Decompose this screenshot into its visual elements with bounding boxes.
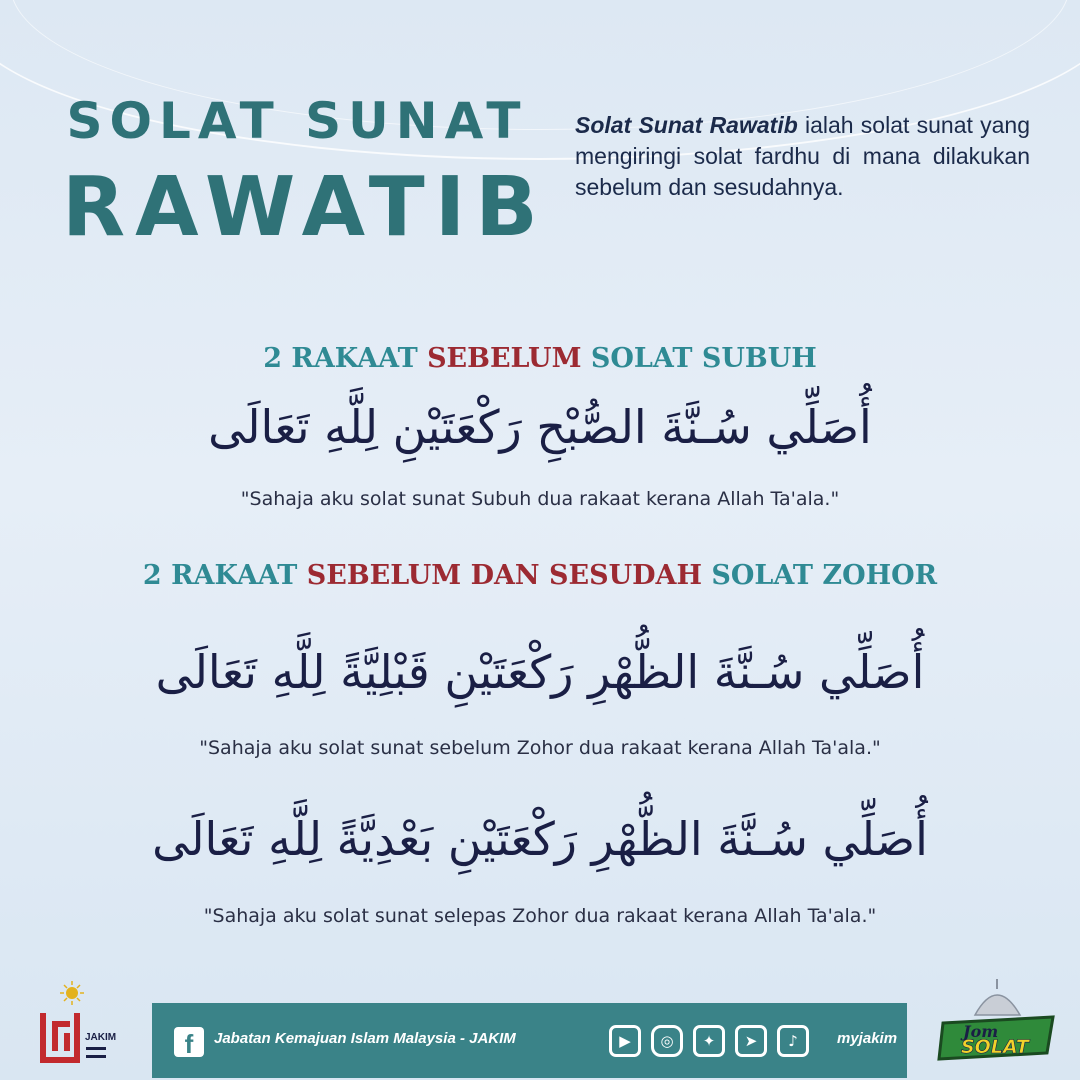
intro-text bbox=[575, 110, 1030, 203]
svg-text:Jom: Jom bbox=[963, 1022, 999, 1041]
heading-red: SEBELUM DAN SESUDAH bbox=[306, 560, 703, 591]
section-heading-subuh bbox=[0, 343, 1080, 374]
arabic-niat-subuh: أُصَلِّي سُـنَّةَ الصُّبْحِ رَكْعَتَيْنِ لِلَّهِ تَعَالَى bbox=[208, 400, 872, 454]
heading-pre: 2 RAKAAT bbox=[263, 343, 428, 374]
footer-bar bbox=[152, 1003, 907, 1078]
heading-post: SOLAT ZOHOR bbox=[702, 560, 938, 591]
heading-pre: 2 RAKAAT bbox=[142, 560, 307, 591]
section-heading-zohor bbox=[0, 560, 1080, 591]
translation-zohor-after: "Sahaja aku solat sunat selepas Zohor dua rakaat kerana Allah Ta'ala." bbox=[203, 905, 877, 927]
title-line-1: SOLAT SUNAT bbox=[66, 92, 528, 150]
facebook-icon[interactable]: f bbox=[174, 1027, 204, 1057]
intro-term: Solat Sunat Rawatib bbox=[575, 112, 798, 138]
instagram-icon[interactable]: ◎ bbox=[651, 1025, 683, 1057]
translation-subuh: "Sahaja aku solat sunat Subuh dua rakaat kerana Allah Ta'ala." bbox=[240, 488, 840, 510]
telegram-icon[interactable]: ➤ bbox=[735, 1025, 767, 1057]
intro-rest: ialah solat sunat yang mengiringi solat fardhu di mana dilakukan sebelum dan sesudahnya. bbox=[575, 112, 1030, 200]
arabic-niat-zohor-before: أُصَلِّي سُـنَّةَ الظُّهْرِ رَكْعَتَيْنِ قَبْلِيَّةً لِلَّهِ تَعَالَى bbox=[155, 645, 925, 699]
youtube-icon[interactable]: ▶ bbox=[609, 1025, 641, 1057]
title-line-2: RAWATIB bbox=[62, 160, 548, 255]
heading-post: SOLAT SUBUH bbox=[581, 343, 817, 374]
jom-solat-logo bbox=[935, 975, 1060, 1075]
tiktok-icon[interactable]: ♪ bbox=[777, 1025, 809, 1057]
arabic-niat-zohor-after: أُصَلِّي سُـنَّةَ الظُّهْرِ رَكْعَتَيْنِ بَعْدِيَّةً لِلَّهِ تَعَالَى bbox=[152, 812, 928, 866]
translation-zohor-before: "Sahaja aku solat sunat sebelum Zohor dua rakaat kerana Allah Ta'ala." bbox=[199, 737, 881, 759]
facebook-page-name[interactable]: Jabatan Kemajuan Islam Malaysia - JAKIM bbox=[214, 1030, 516, 1047]
heading-red: SEBELUM bbox=[427, 343, 582, 374]
social-handle[interactable]: myjakim bbox=[837, 1030, 898, 1047]
jakim-logo bbox=[30, 975, 150, 1070]
svg-text:SOLAT: SOLAT bbox=[961, 1036, 1029, 1058]
twitter-icon[interactable]: ✦ bbox=[693, 1025, 725, 1057]
jakim-label: JAKIM bbox=[85, 1032, 117, 1043]
